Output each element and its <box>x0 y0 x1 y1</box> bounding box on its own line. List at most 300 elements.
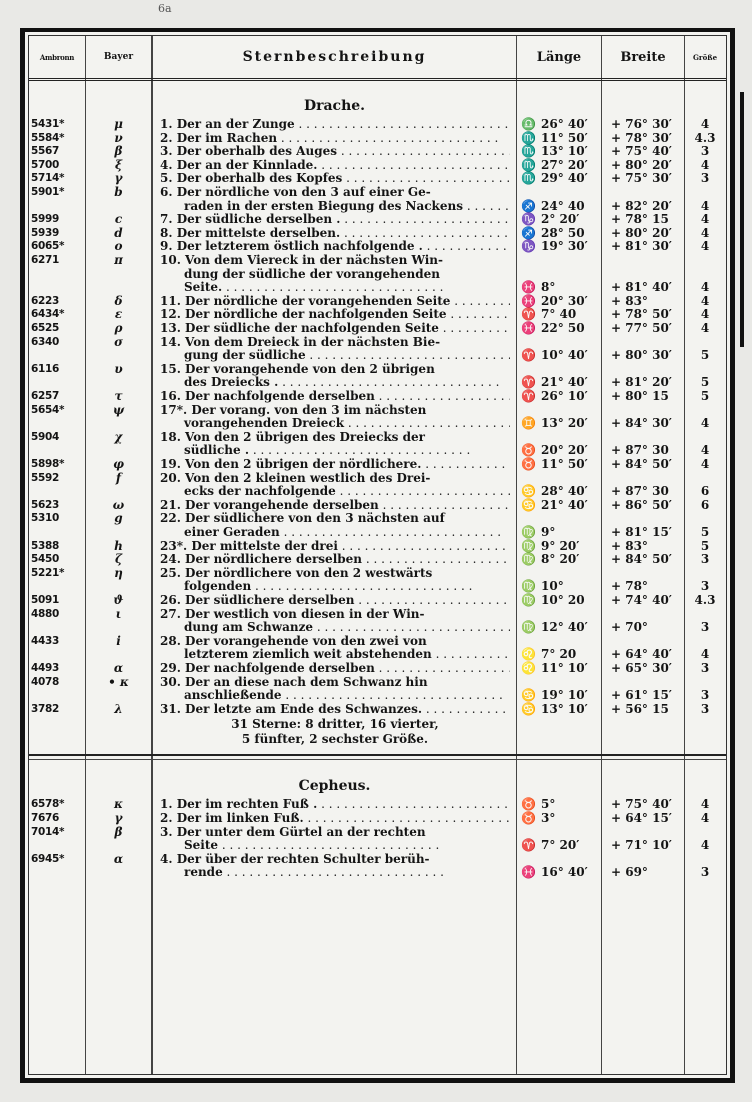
longitude-value: 9° <box>541 524 556 539</box>
zodiac-sign-icon: ♎ <box>521 117 536 131</box>
magnitude: 4 <box>700 307 710 322</box>
longitude-value: 11° 50′ <box>541 130 588 145</box>
magnitude: 3 <box>700 661 710 675</box>
bayer-letter: α <box>113 851 124 866</box>
magnitude: 4 <box>700 212 710 227</box>
description-line: folgenden . . . <box>160 580 510 594</box>
longitude-value: 7° 20 <box>541 647 577 662</box>
longitude <box>521 240 601 254</box>
zodiac-sign-icon: ♈ <box>521 348 536 363</box>
header-longitude: Länge <box>536 49 582 65</box>
description-line: rende . . . <box>160 866 510 880</box>
bayer-letter: υ <box>114 361 123 376</box>
latitude: + 80° 20′ <box>611 225 672 240</box>
zodiac-sign-icon: ♈ <box>521 307 536 322</box>
table-inner <box>28 35 727 1075</box>
table-row <box>29 254 726 295</box>
star-description <box>160 118 510 132</box>
description-line: 8. Der mittelste derselben. . . . <box>160 227 510 241</box>
description-line: des Dreiecks . . . . <box>160 376 510 390</box>
magnitude: 3 <box>700 144 710 159</box>
bayer-letter: d <box>114 225 123 240</box>
header-description: Sternbeschreibung <box>242 49 427 65</box>
table-row <box>29 662 726 676</box>
latitude: + 84° 50′ <box>611 552 672 567</box>
star-description <box>160 363 510 390</box>
longitude <box>521 308 601 322</box>
longitude-value: 10° 20 <box>541 593 585 607</box>
bayer-letter: h <box>114 538 123 553</box>
bayer-letter: • κ <box>108 674 129 689</box>
longitude <box>521 866 601 880</box>
table-row <box>29 499 726 513</box>
longitude-value: 9° 20′ <box>541 538 580 553</box>
description-line: 27. Der westlich von diesen in der Win- <box>160 607 425 621</box>
description-line: Seite . . . <box>160 839 510 853</box>
ambronn-number: 5450 <box>31 553 60 566</box>
bayer-letter: ϑ <box>113 593 124 607</box>
longitude-value: 24° 40 <box>541 198 585 213</box>
star-description <box>160 213 510 227</box>
bayer-letter: o <box>114 239 123 254</box>
longitude <box>521 118 601 132</box>
longitude-value: 11° 50′ <box>541 457 588 471</box>
zodiac-sign-icon: ♓ <box>521 293 536 308</box>
magnitude: 5 <box>700 524 710 539</box>
table-row <box>29 608 726 635</box>
description-line: anschließende . . . <box>160 689 510 703</box>
magnitude: 4 <box>700 239 710 254</box>
header-ambronn: Ambronn <box>39 52 75 62</box>
bayer-letter: b <box>114 185 123 199</box>
magnitude: 3 <box>700 701 710 716</box>
description-line: 1. Der im rechten Fuß . . . . <box>160 798 510 812</box>
latitude: + 61° 15′ <box>611 688 672 703</box>
longitude <box>521 458 601 472</box>
bayer-letter: ω <box>112 497 125 512</box>
ambronn-number: 5567 <box>31 145 60 158</box>
latitude: + 83° <box>611 538 648 553</box>
star-description <box>160 812 510 826</box>
latitude: + 82° 20′ <box>611 198 672 213</box>
ambronn-number: 6257 <box>31 390 60 402</box>
zodiac-sign-icon: ♉ <box>521 443 536 458</box>
zodiac-sign-icon: ♍ <box>521 524 536 539</box>
latitude: + 81° 30′ <box>611 239 672 254</box>
zodiac-sign-icon: ♏ <box>521 171 536 186</box>
star-description <box>160 798 510 812</box>
description-line: 14. Von dem Dreieck in der nächsten Bie- <box>160 335 441 349</box>
ambronn-number: 4078 <box>31 675 60 688</box>
longitude-value: 13° 20′ <box>541 416 588 431</box>
table-row <box>29 118 726 132</box>
zodiac-sign-icon: ♍ <box>521 593 536 607</box>
ambronn-number: 7014* <box>31 825 65 838</box>
star-description <box>160 159 510 173</box>
zodiac-sign-icon: ♋ <box>521 688 536 703</box>
latitude: + 78° 50′ <box>611 307 672 322</box>
ambronn-number: 5091 <box>31 594 60 606</box>
magnitude: 5 <box>700 375 710 390</box>
star-description <box>160 431 510 458</box>
longitude-value: 3° <box>541 811 556 825</box>
ambronn-number: 7676 <box>31 812 60 824</box>
description-line: 20. Von den 2 kleinen westlich des Drei- <box>160 471 431 485</box>
latitude: + 76° 30′ <box>611 117 672 131</box>
star-description <box>160 553 510 567</box>
latitude: + 75° 40′ <box>611 797 672 812</box>
longitude-value: 13° 10′ <box>541 701 588 716</box>
bayer-letter: γ <box>114 171 123 186</box>
table-row <box>29 472 726 499</box>
longitude-value: 2° 20′ <box>541 212 580 227</box>
magnitude: 5 <box>700 538 710 553</box>
longitude-value: 8° <box>541 280 556 295</box>
bayer-letter: λ <box>114 701 123 716</box>
bayer-letter: ν <box>114 130 123 145</box>
magnitude: 4 <box>700 198 710 213</box>
table-row <box>29 227 726 241</box>
latitude: + 65° 30′ <box>611 661 672 675</box>
table-row <box>29 812 726 826</box>
magnitude: 4 <box>700 280 710 295</box>
magnitude: 4 <box>700 117 710 131</box>
longitude-value: 19° 30′ <box>541 239 588 254</box>
longitude <box>521 798 601 812</box>
magnitude: 6 <box>700 484 710 499</box>
zodiac-sign-icon: ♓ <box>521 865 536 880</box>
star-description <box>160 853 510 880</box>
zodiac-sign-icon: ♌ <box>521 661 536 675</box>
star-description <box>160 390 510 404</box>
table-row <box>29 553 726 567</box>
star-description <box>160 227 510 241</box>
header-magnitude: Größe <box>692 52 718 62</box>
table-row <box>29 703 726 717</box>
section-title: Cepheus. <box>298 778 371 795</box>
zodiac-sign-icon: ♈ <box>521 838 536 853</box>
latitude: + 81° 20′ <box>611 375 672 390</box>
bayer-letter: μ <box>114 117 123 131</box>
magnitude: 4.3 <box>694 130 716 145</box>
star-description <box>160 826 510 853</box>
ambronn-number: 5431* <box>31 118 65 130</box>
longitude-value: 7° 20′ <box>541 838 580 853</box>
star-description <box>160 567 510 594</box>
description-line: 28. Der vorangehende von den zwei von <box>160 634 427 648</box>
magnitude: 4 <box>700 457 710 471</box>
longitude-value: 16° 40′ <box>541 865 588 880</box>
table-row <box>29 172 726 186</box>
zodiac-sign-icon: ♍ <box>521 579 536 594</box>
latitude: + 81° 40′ <box>611 280 672 295</box>
ambronn-number: 5999 <box>31 213 60 226</box>
latitude: + 84° 50′ <box>611 457 672 471</box>
table-row <box>29 826 726 853</box>
magnitude: 5 <box>700 389 710 403</box>
ambronn-number: 5700 <box>31 158 60 171</box>
zodiac-sign-icon: ♓ <box>521 280 536 295</box>
magnitude: 4 <box>700 321 710 335</box>
magnitude: 4.3 <box>694 593 716 607</box>
bayer-letter: σ <box>114 334 123 349</box>
latitude: + 71° 10′ <box>611 838 672 853</box>
longitude <box>521 376 601 390</box>
latitude: + 86° 50′ <box>611 497 672 512</box>
star-description <box>160 594 510 608</box>
magnitude: 4 <box>700 811 710 825</box>
description-line: 7. Der südliche derselben . . . . <box>160 213 510 227</box>
magnitude: 4 <box>700 797 710 812</box>
latitude: + 75° 30′ <box>611 171 672 186</box>
description-line: 2. Der im linken Fuß. . . . <box>160 812 510 826</box>
magnitude: 6 <box>700 497 710 512</box>
longitude-value: 8° 20′ <box>541 552 580 567</box>
table-row <box>29 159 726 173</box>
zodiac-sign-icon: ♑ <box>521 239 536 254</box>
summary-line: 5 fünfter, 2 sechster Größe. <box>241 732 429 747</box>
longitude <box>521 580 601 594</box>
description-line: gung der südliche . . . <box>160 349 510 363</box>
bayer-letter: i <box>116 633 121 648</box>
zodiac-sign-icon: ♊ <box>521 416 536 431</box>
star-description <box>160 635 510 662</box>
ambronn-number: 4493 <box>31 662 60 674</box>
star-description <box>160 132 510 146</box>
longitude <box>521 553 601 567</box>
table-row <box>29 240 726 254</box>
ambronn-number: 5310 <box>31 512 60 525</box>
ambronn-number: 5901* <box>31 186 65 198</box>
table-row <box>29 431 726 458</box>
zodiac-sign-icon: ♏ <box>521 144 536 159</box>
zodiac-sign-icon: ♋ <box>521 497 536 512</box>
longitude <box>521 526 601 540</box>
bayer-letter: f <box>115 470 122 485</box>
latitude: + 83° <box>611 293 648 308</box>
bayer-letter: β <box>114 824 123 839</box>
ambronn-number: 6116 <box>31 362 60 375</box>
bayer-letter: π <box>114 253 123 267</box>
table-row <box>29 186 726 213</box>
zodiac-sign-icon: ♉ <box>521 457 536 471</box>
description-line: 4. Der an der Kinnlade. . . . <box>160 159 510 173</box>
longitude <box>521 444 601 458</box>
longitude <box>521 295 601 309</box>
star-description <box>160 608 510 635</box>
bayer-letter: η <box>114 565 123 580</box>
description-line: dung am Schwanze . . . <box>160 621 510 635</box>
description-line: 12. Der nördliche der nachfolgenden Seite . . . <box>160 308 510 322</box>
star-description <box>160 322 510 336</box>
star-description <box>160 186 510 213</box>
star-description <box>160 703 510 717</box>
ambronn-number: 6065* <box>31 240 65 253</box>
latitude: + 80° 30′ <box>611 348 672 363</box>
description-line: 15. Der vorangehende von den 2 übrigen <box>160 362 435 376</box>
zodiac-sign-icon: ♍ <box>521 620 536 635</box>
star-description <box>160 458 510 472</box>
ambronn-number: 6271 <box>31 254 60 266</box>
description-line: einer Geraden . . . <box>160 526 510 540</box>
table-row <box>29 798 726 812</box>
zodiac-sign-icon: ♏ <box>521 157 536 172</box>
description-line: 2. Der im Rachen . . . <box>160 132 510 146</box>
latitude: + 80° 20′ <box>611 157 672 172</box>
star-description <box>160 662 510 676</box>
longitude <box>521 703 601 717</box>
table-row <box>29 322 726 336</box>
latitude: + 87° 30 <box>611 443 669 458</box>
longitude <box>521 390 601 404</box>
longitude <box>521 159 601 173</box>
latitude: + 80° 15 <box>611 389 669 403</box>
magnitude: 4 <box>700 157 710 172</box>
zodiac-sign-icon: ♈ <box>521 389 536 403</box>
description-line: 10. Von dem Viereck in der nächsten Win- <box>160 254 444 267</box>
ambronn-number: 5714* <box>31 172 65 185</box>
ambronn-number: 5904 <box>31 430 60 443</box>
ambronn-number: 6525 <box>31 322 60 334</box>
longitude <box>521 689 601 703</box>
ambronn-number: 5654* <box>31 403 65 416</box>
magnitude: 4 <box>700 647 710 662</box>
longitude <box>521 621 601 635</box>
ambronn-number: 6223 <box>31 294 60 307</box>
latitude: + 56° 15 <box>611 701 669 716</box>
bayer-letter: c <box>114 212 123 227</box>
binding-edge <box>740 92 744 347</box>
zodiac-sign-icon: ♐ <box>521 225 536 240</box>
longitude <box>521 322 601 336</box>
magnitude: 3 <box>700 579 710 594</box>
description-line: 23*. Der mittelste der drei . . . <box>160 540 510 554</box>
description-line: 3. Der oberhalb des Auges . . . <box>160 145 510 159</box>
star-description <box>160 499 510 513</box>
description-line: 21. Der vorangehende derselben . . . <box>160 499 510 513</box>
bayer-letter: g <box>114 511 123 526</box>
bayer-letter: κ <box>114 797 123 812</box>
description-line: 30. Der an diese nach dem Schwanz hin <box>160 675 428 689</box>
magnitude: 4 <box>700 416 710 431</box>
magnitude: 3 <box>700 552 710 567</box>
description-line: raden in der ersten Biegung des Nackens . . . <box>160 200 510 214</box>
latitude: + 78° 15 <box>611 212 669 227</box>
latitude: + 87° 30 <box>611 484 669 499</box>
longitude-value: 29° 40′ <box>541 171 588 186</box>
description-line: südliche . . . . <box>160 444 510 458</box>
header-bayer: Bayer <box>103 52 134 62</box>
longitude <box>521 485 601 499</box>
star-description <box>160 472 510 499</box>
star-description <box>160 172 510 186</box>
ambronn-number: 5592 <box>31 471 60 484</box>
zodiac-sign-icon: ♍ <box>521 538 536 553</box>
longitude-value: 19° 10′ <box>541 688 588 703</box>
magnitude: 4 <box>700 293 710 308</box>
description-line: 18. Von den 2 übrigen des Dreiecks der <box>160 430 425 444</box>
description-line: 13. Der südliche der nachfolgenden Seite . . . <box>160 322 510 336</box>
ambronn-number: 5623 <box>31 498 60 511</box>
description-line: 9. Der letzterem östlich nachfolgende . . . . <box>160 240 510 254</box>
longitude-value: 20° 30′ <box>541 293 588 308</box>
longitude <box>521 200 601 214</box>
star-description <box>160 540 510 554</box>
description-line: dung der südliche der vorangehenden <box>184 267 440 281</box>
longitude <box>521 812 601 826</box>
table-row <box>29 308 726 322</box>
magnitude: 3 <box>700 865 710 880</box>
magnitude: 4 <box>700 225 710 240</box>
description-line: 17*. Der vorang. von den 3 im nächsten <box>160 403 427 417</box>
longitude-value: 5° <box>541 797 556 812</box>
latitude: + 78° <box>611 579 648 594</box>
magnitude: 5 <box>700 348 710 363</box>
table-row <box>29 635 726 662</box>
bayer-letter: ρ <box>114 321 123 335</box>
zodiac-sign-icon: ♈ <box>521 375 536 390</box>
description-line: 11. Der nördliche der vorangehenden Seite . . . <box>160 295 510 309</box>
latitude: + 84° 30′ <box>611 416 672 431</box>
table-row <box>29 594 726 608</box>
star-description <box>160 676 510 703</box>
ambronn-number: 4433 <box>31 634 60 647</box>
description-line: 26. Der südlichere derselben . . . <box>160 594 510 608</box>
description-line: 24. Der nördlichere derselben . . . <box>160 553 510 567</box>
longitude <box>521 662 601 676</box>
table-row <box>29 404 726 431</box>
latitude: + 81° 15′ <box>611 524 672 539</box>
longitude <box>521 213 601 227</box>
ambronn-number: 6340 <box>31 335 60 348</box>
section-title: Drache. <box>303 98 366 114</box>
description-line: vorangehenden Dreieck . . . <box>160 417 510 431</box>
table-row <box>29 853 726 880</box>
description-line: 31. Der letzte am Ende des Schwanzes. . . . <box>160 703 510 717</box>
table-row <box>29 145 726 159</box>
longitude <box>521 227 601 241</box>
description-line: letzterem ziemlich weit abstehenden . . . <box>160 648 510 662</box>
longitude-value: 21° 40′ <box>541 497 588 512</box>
longitude-value: 21° 40′ <box>541 375 588 390</box>
zodiac-sign-icon: ♍ <box>521 552 536 567</box>
longitude-value: 12° 40′ <box>541 620 588 635</box>
longitude <box>521 172 601 186</box>
bayer-letter: ψ <box>112 402 125 417</box>
longitude <box>521 499 601 513</box>
latitude: + 69° <box>611 865 648 880</box>
bayer-letter: ε <box>114 307 123 322</box>
bayer-letter: α <box>113 661 124 675</box>
description-line: ecks der nachfolgende . . . <box>160 485 510 499</box>
table-row <box>29 295 726 309</box>
zodiac-sign-icon: ♌ <box>521 647 536 662</box>
latitude: + 74° 40′ <box>611 593 672 607</box>
magnitude: 4 <box>700 443 710 458</box>
longitude-value: 7° 40 <box>541 307 577 322</box>
description-line: 16. Der nachfolgende derselben . . . <box>160 390 510 404</box>
longitude-value: 26° 10′ <box>541 389 588 403</box>
description-line: 25. Der nördlichere von den 2 westwärts <box>160 566 433 580</box>
ambronn-number: 6945* <box>31 852 65 865</box>
longitude-value: 20° 20′ <box>541 443 588 458</box>
zodiac-sign-icon: ♋ <box>521 484 536 499</box>
longitude <box>521 839 601 853</box>
ambronn-number: 5584* <box>31 131 65 144</box>
longitude <box>521 648 601 662</box>
table-row <box>29 512 726 539</box>
longitude-value: 28° 50 <box>541 225 585 240</box>
